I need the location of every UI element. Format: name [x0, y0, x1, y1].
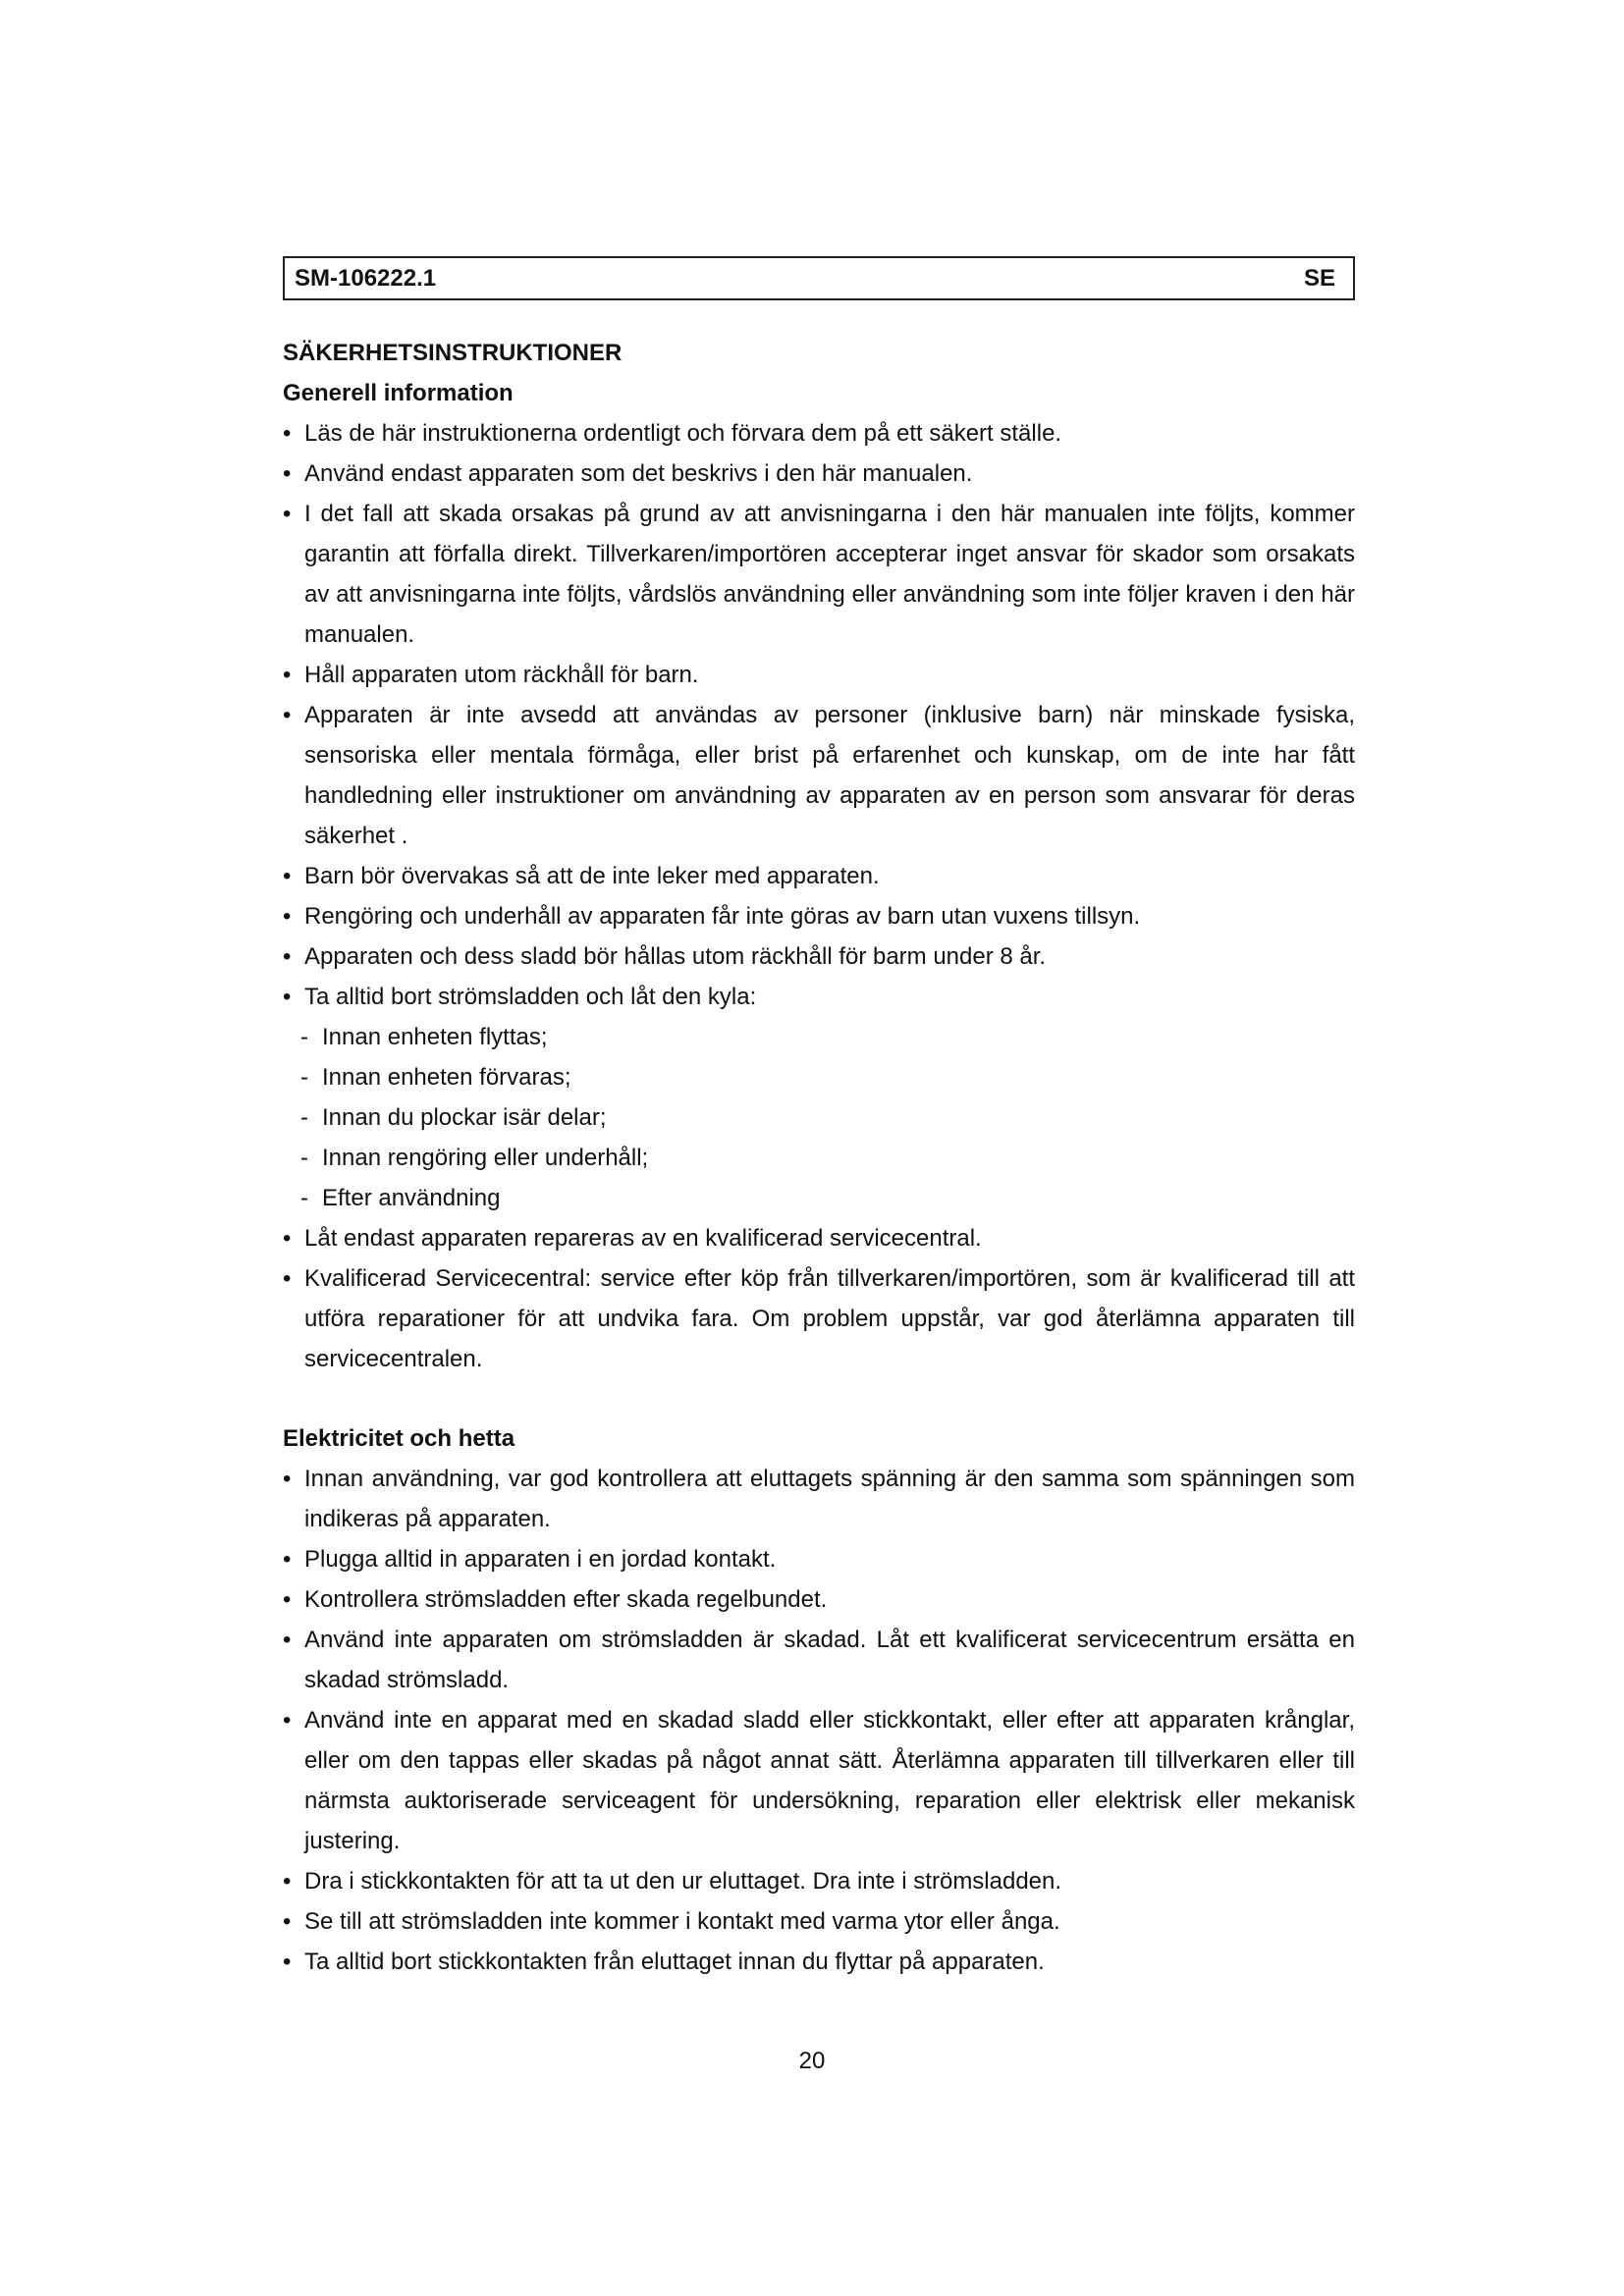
sub-list-item: - Efter användning [283, 1178, 1355, 1218]
sub-list-item: - Innan enheten förvaras; [283, 1057, 1355, 1097]
section-spacer [283, 1379, 1355, 1418]
list-item: • Rengöring och underhåll av apparaten får inte göras av barn utan vuxens tillsyn. [283, 896, 1355, 936]
list-item: • Håll apparaten utom räckhåll för barn. [283, 655, 1355, 695]
list-item: • Kontrollera strömsladden efter skada regelbundet. [283, 1579, 1355, 1620]
list-item: • Dra i stickkontakten för att ta ut den ur eluttaget. Dra inte i strömsladden. [283, 1861, 1355, 1901]
list-item: • Plugga alltid in apparaten i en jordad kontakt. [283, 1539, 1355, 1579]
list-item: • Kvalificerad Servicecentral: service efter köp från tillverkaren/importören, som är kvalificerad till att utföra reparationer för att undvika fara. Om problem uppstår, var god återlämna apparaten till servicecentralen. [283, 1258, 1355, 1379]
list-item: • Använd endast apparaten som det beskrivs i den här manualen. [283, 454, 1355, 494]
service-list [283, 1218, 1355, 1379]
language-code: SE [1303, 264, 1335, 292]
document-page [283, 256, 1355, 1982]
list-item: • Använd inte en apparat med en skadad sladd eller stickkontakt, eller efter att apparaten krånglar, eller om den tappas eller skadas på något annat sätt. Återlämna apparaten till tillverkaren eller till närmsta auktoriserade serviceagent för undersökning, reparation eller elektrisk eller mekanisk justering. [283, 1700, 1355, 1861]
sub-list-item: - Innan rengöring eller underhåll; [283, 1138, 1355, 1178]
list-item: • Låt endast apparaten repareras av en kvalificerad servicecentral. [283, 1218, 1355, 1258]
sub-list-item: - Innan enheten flyttas; [283, 1017, 1355, 1057]
unplug-conditions-list [283, 1017, 1355, 1218]
electricity-list [283, 1459, 1355, 1982]
list-item: • Använd inte apparaten om strömsladden är skadad. Låt ett kvalificerat servicecentrum ersätta en skadad strömsladd. [283, 1620, 1355, 1700]
page-number: 20 [798, 2048, 826, 2074]
list-item: • Se till att strömsladden inte kommer i kontakt med varma ytor eller ånga. [283, 1901, 1355, 1942]
general-information-list [283, 413, 1355, 1017]
list-item: • Läs de här instruktionerna ordentligt och förvara dem på ett säkert ställe. [283, 413, 1355, 454]
list-item: • Apparaten och dess sladd bör hållas utom räckhåll för barm under 8 år. [283, 936, 1355, 977]
sub-list-item: - Innan du plockar isär delar; [283, 1097, 1355, 1138]
list-item: • I det fall att skada orsakas på grund av att anvisningarna i den här manualen inte följts, kommer garantin att förfalla direkt. Tillverkaren/importören accepterar inget ansvar för skador som orsakats av att anvisningarna inte följts, vårdslös användning eller användning som inte följer kraven i den här manualen. [283, 494, 1355, 655]
electricity-heading: Elektricitet och hetta [283, 1425, 515, 1452]
document-id: SM-106222.1 [295, 264, 437, 292]
header-box [283, 256, 1355, 300]
general-information-heading: Generell information [283, 380, 514, 406]
list-item: • Ta alltid bort strömsladden och låt den kyla: [283, 977, 1355, 1017]
section-title: SÄKERHETSINSTRUKTIONER [283, 340, 623, 366]
list-item: • Innan användning, var god kontrollera att eluttagets spänning är den samma som spänningen som indikeras på apparaten. [283, 1459, 1355, 1539]
list-item: • Apparaten är inte avsedd att användas av personer (inklusive barn) när minskade fysiska, sensoriska eller mentala förmåga, eller brist på erfarenhet och kunskap, om de inte har fått handledning eller instruktioner om användning av apparaten av en person som ansvarar för deras säkerhet . [283, 695, 1355, 856]
list-item: • Barn bör övervakas så att de inte leker med apparaten. [283, 856, 1355, 896]
list-item: • Ta alltid bort stickkontakten från eluttaget innan du flyttar på apparaten. [283, 1942, 1355, 1982]
document-content [283, 333, 1355, 1982]
